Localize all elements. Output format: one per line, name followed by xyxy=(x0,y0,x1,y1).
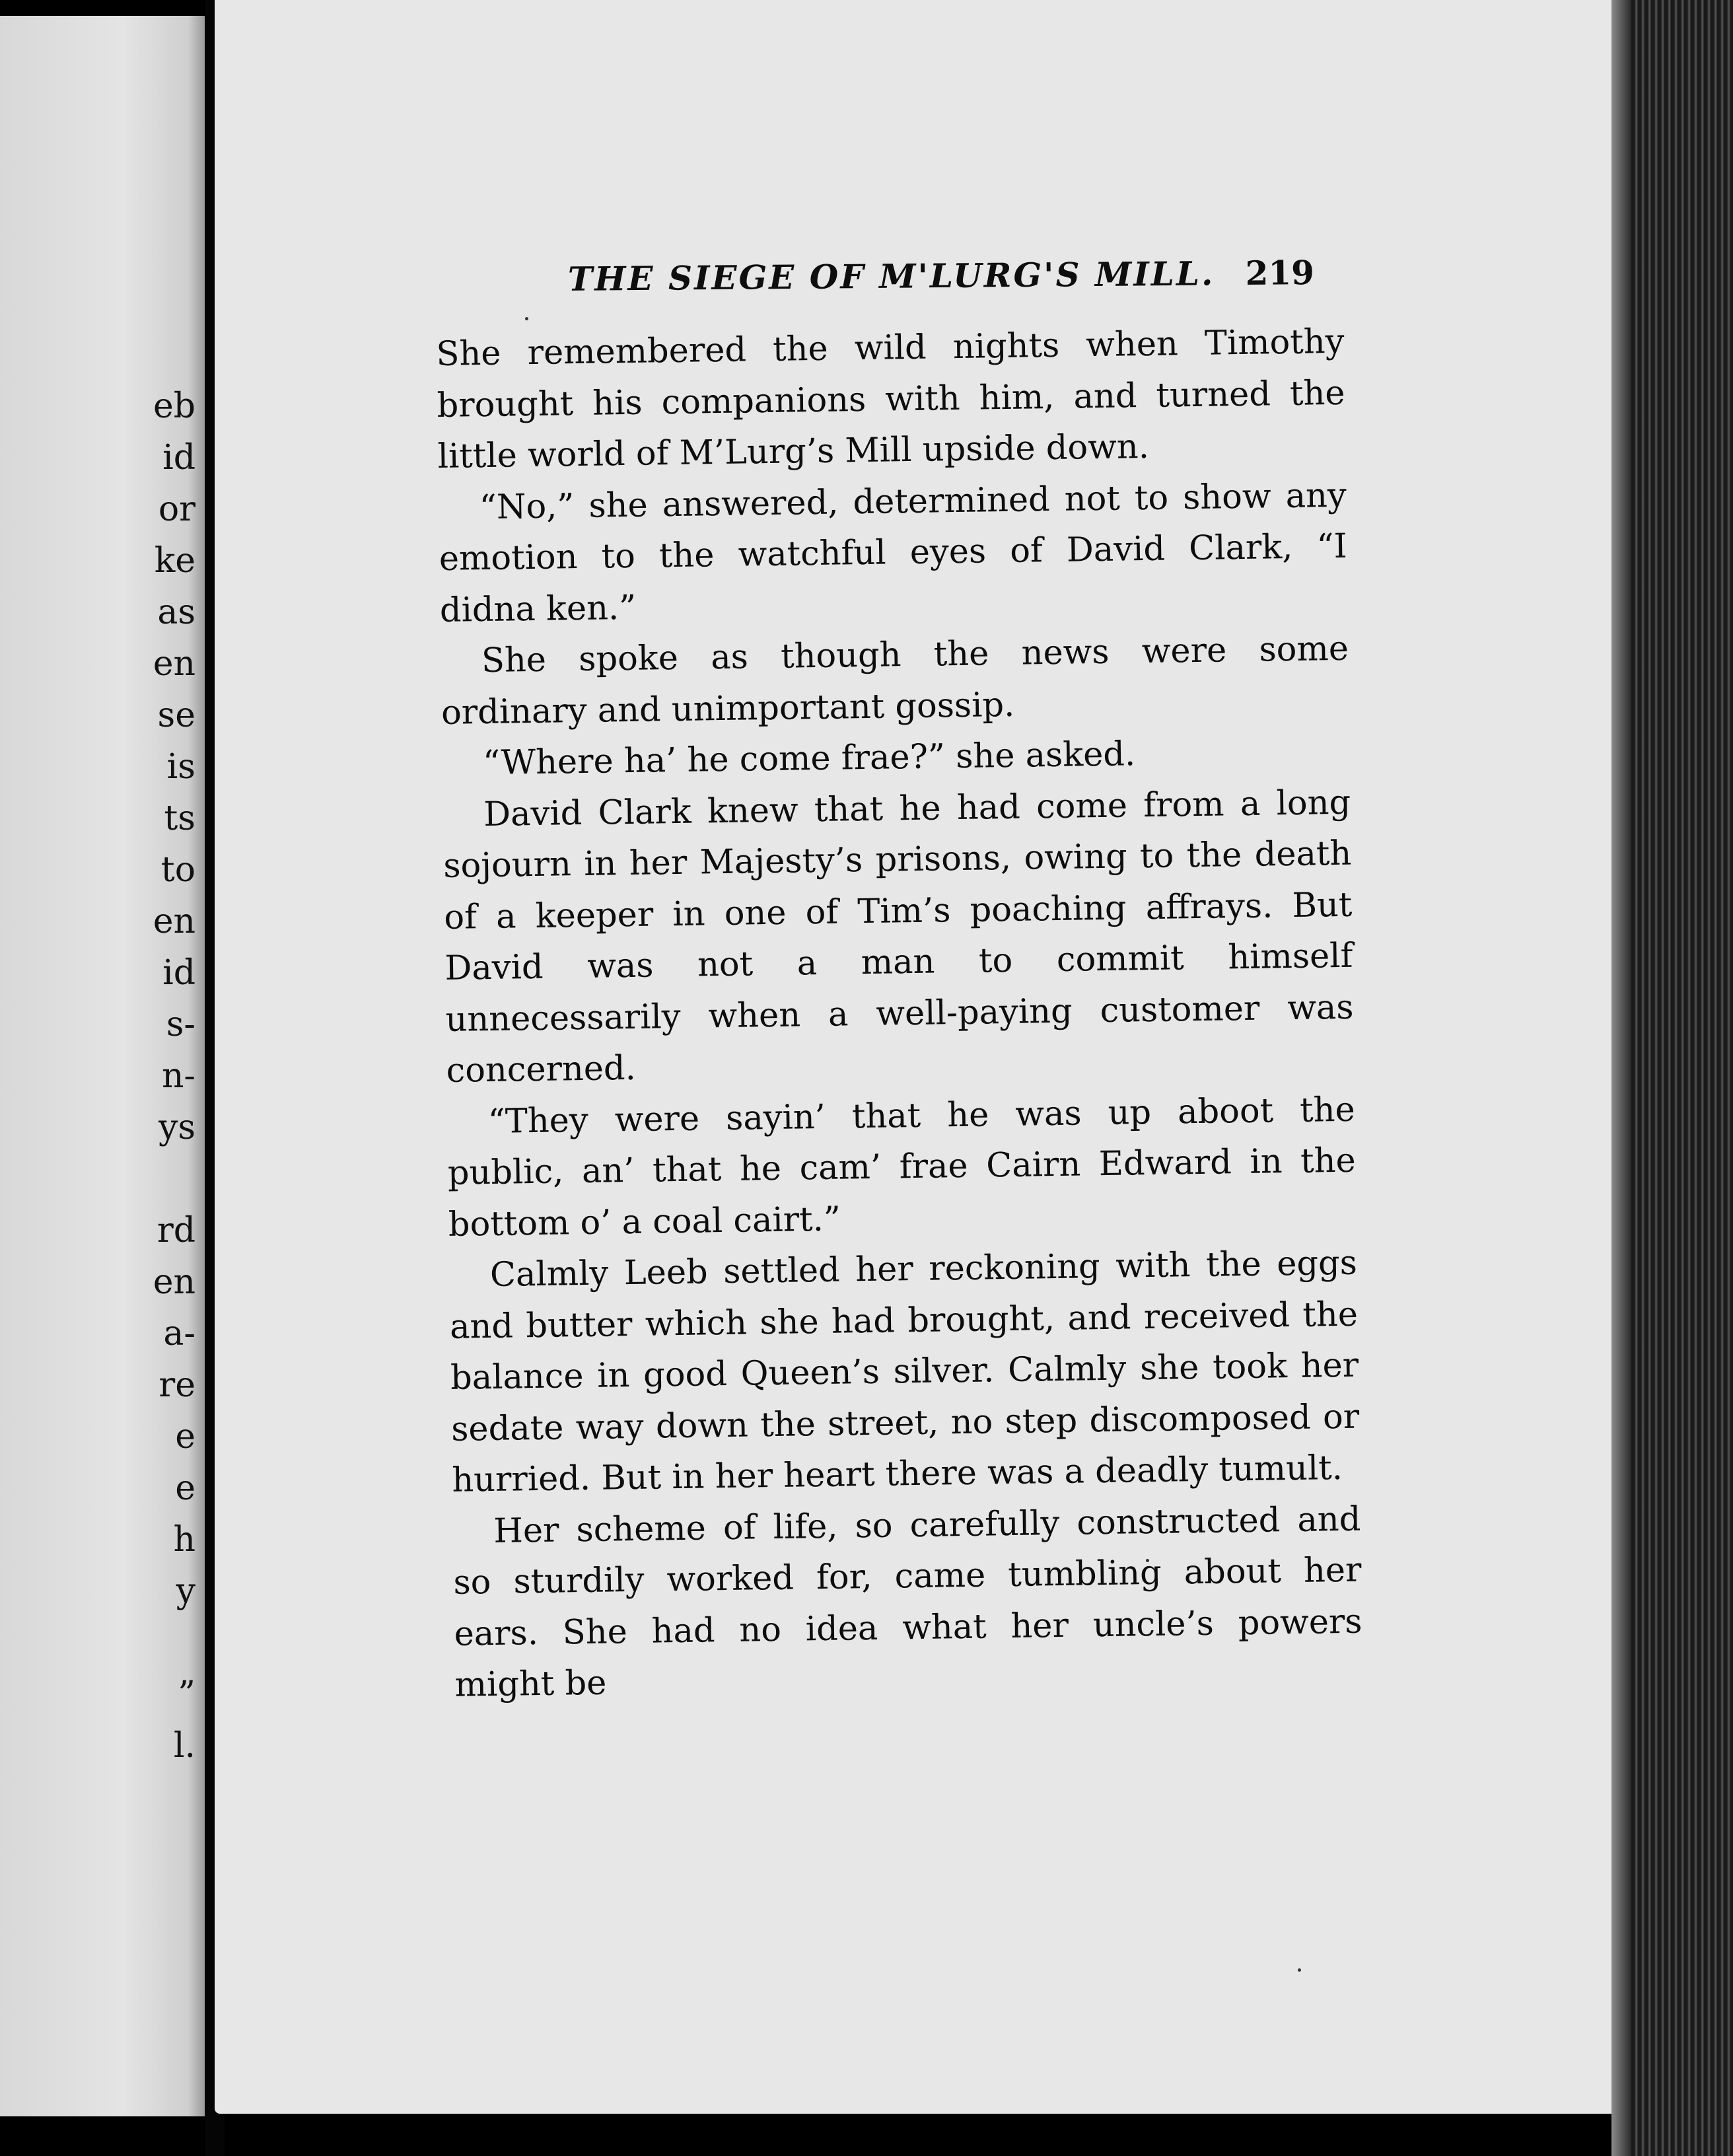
left-page-fragment: as xyxy=(157,593,195,632)
paragraph: She spoke as though the news were some ordinary and unimportant gossip. xyxy=(441,629,1349,733)
page-edge-shadow xyxy=(1611,0,1631,2156)
left-page-fragment: l. xyxy=(173,1726,195,1766)
body-text xyxy=(436,316,1363,1711)
left-page-fragment: en xyxy=(153,644,195,684)
running-title: THE SIEGE OF M'LURG'S MILL. xyxy=(567,254,1215,299)
paragraph: Her scheme of life, so carefully constructed and so sturdily worked for, came tumbling about her ears. She had no idea what her uncle’s powers might be xyxy=(453,1499,1362,1705)
left-page-fragment: en xyxy=(153,1262,195,1302)
left-page-fragment: or xyxy=(158,489,195,529)
left-page-fragment: to xyxy=(160,850,195,890)
left-page-fragment: re xyxy=(159,1365,195,1405)
paragraph: “They were sayin’ that he was up aboot the public, an’ that he cam’ frae Cairn Edward in the bottom o’ a coal cairt.” xyxy=(447,1090,1357,1244)
paper-speck xyxy=(525,317,528,320)
page-number: 219 xyxy=(1245,253,1315,293)
left-page-fragment: ys xyxy=(158,1108,195,1147)
running-header xyxy=(568,253,1315,306)
paragraph: She remembered the wild nights when Timothy brought his companions with him, and turned the little world of M’Lurg’s Mill upside down. xyxy=(436,322,1345,476)
left-page-fragment: id xyxy=(162,953,195,993)
left-page-fragment: n- xyxy=(161,1056,195,1096)
left-page-fragment: e xyxy=(175,1468,195,1508)
left-page-fragment: a- xyxy=(163,1314,195,1353)
left-page-fragment: e xyxy=(175,1417,195,1456)
left-page-fragment: is xyxy=(166,747,195,787)
paper-speck xyxy=(1298,1968,1301,1972)
paragraph: David Clark knew that he had come from a long sojourn in her Majesty’s prisons, owing to the death of a keeper in one of Tim’s poaching affrays. But David was not a man to commit himself unnecessarily when a well-paying customer was concerned. xyxy=(442,783,1354,1091)
left-page-fragment: eb xyxy=(153,386,195,426)
left-page-fragment: h xyxy=(173,1520,195,1560)
left-page-fragment: ke xyxy=(154,541,195,581)
left-page-fragment: en xyxy=(153,902,195,941)
left-page-fragment: y xyxy=(176,1571,195,1611)
left-page-fragment: rd xyxy=(157,1211,195,1250)
left-page-edge xyxy=(0,16,205,2116)
paragraph: Calmly Leeb settled her reckoning with the eggs and butter which she had brought, and received the balance in good Queen’s silver. Calmly she took her sedate way down the street, no step discomposed or hurried. But in her heart there was a deadly tumult. xyxy=(449,1243,1360,1500)
left-page-fragment: se xyxy=(157,696,195,735)
left-page-fragment: ts xyxy=(164,799,195,838)
paragraph: “Where ha’ he come frae?” she asked. xyxy=(482,735,1136,783)
left-page-fragment: ” xyxy=(178,1674,195,1714)
paragraph: “No,” she answered, determined not to show any emotion to the watchful eyes of David Clark, “I didna ken.” xyxy=(439,476,1348,630)
left-page-fragment: s- xyxy=(166,1005,195,1044)
left-page-fragment: id xyxy=(162,438,195,478)
